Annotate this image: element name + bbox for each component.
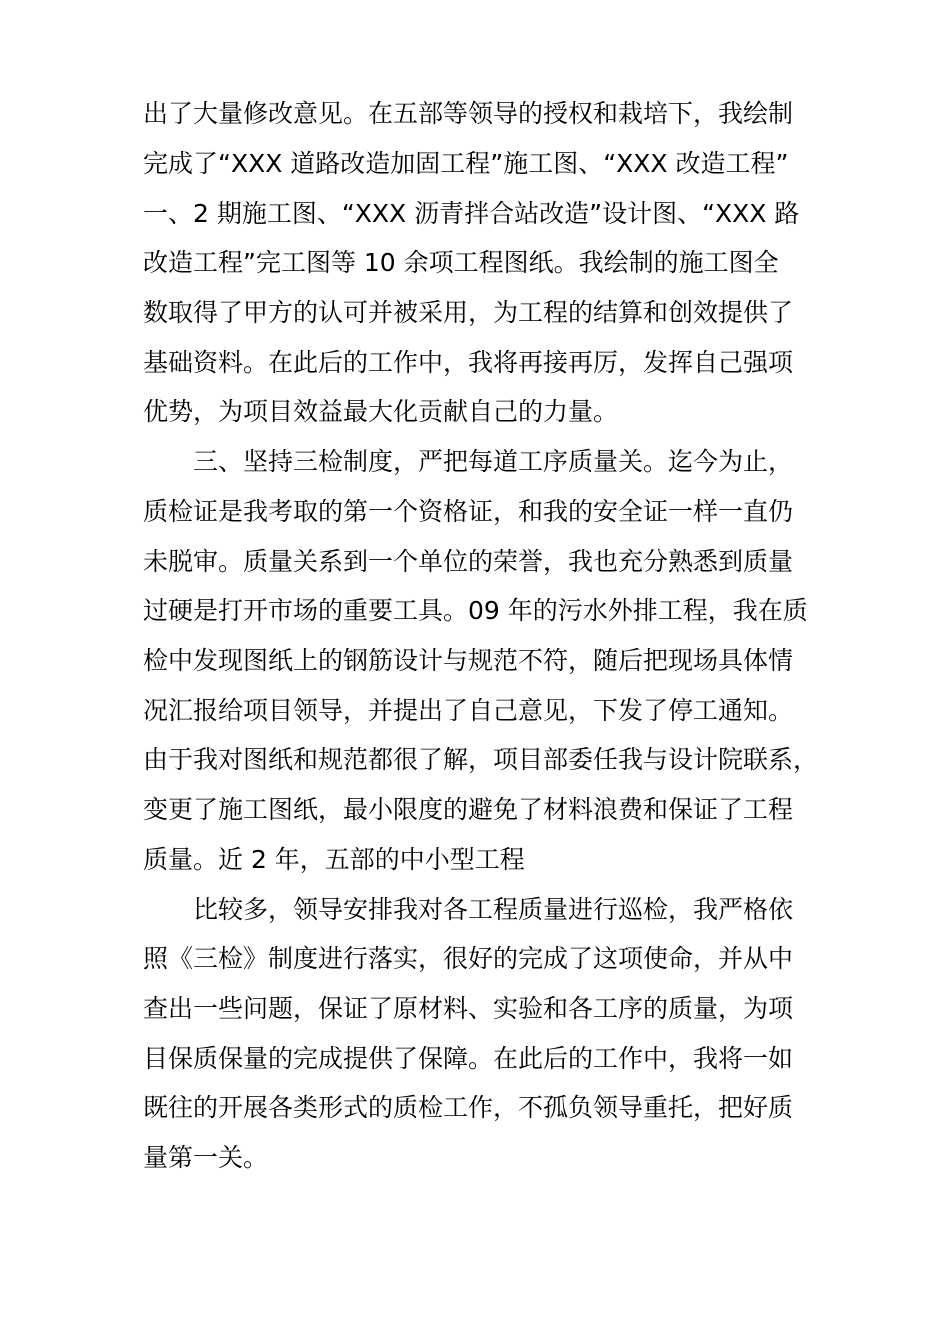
text-line: 一、2 期施工图、“XXX 沥青拌合站改造”设计图、“XXX 路 xyxy=(143,199,800,228)
text-line: 优势，为项目效益最大化贡献自己的力量。 xyxy=(143,397,619,426)
text-line: 况汇报给项目领导，并提出了自己意见，下发了停工通知。 xyxy=(143,696,794,725)
paragraph-start-line: 三、坚持三检制度，严把每道工序质量关。迄今为止， xyxy=(193,447,794,476)
text-line: 出了大量修改意见。在五部等领导的授权和栽培下，我绘制 xyxy=(143,99,794,128)
text-line: 检中发现图纸上的钢筋设计与规范不符，随后把现场具体情 xyxy=(143,646,794,675)
text-line: 数取得了甲方的认可并被采用，为工程的结算和创效提供了 xyxy=(143,298,794,327)
text-line: 由于我对图纸和规范都很了解，项目部委任我与设计院联系， xyxy=(143,745,819,774)
text-line: 基础资料。在此后的工作中，我将再接再厉，发挥自己强项 xyxy=(143,348,794,377)
text-line: 既往的开展各类形式的质检工作，不孤负领导重托，把好质 xyxy=(143,1093,794,1122)
paragraph-start-line: 比较多，领导安排我对各工程质量进行巡检，我严格依 xyxy=(193,895,794,924)
text-line: 完成了“XXX 道路改造加固工程”施工图、“XXX 改造工程” xyxy=(143,149,789,178)
text-line: 质检证是我考取的第一个资格证，和我的安全证一样一直仍 xyxy=(143,497,794,526)
text-line: 改造工程”完工图等 10 余项工程图纸。我绘制的施工图全 xyxy=(143,248,779,277)
text-line: 查出一些问题，保证了原材料、实验和各工序的质量，为项 xyxy=(143,994,794,1023)
text-line: 未脱审。质量关系到一个单位的荣誉，我也充分熟悉到质量 xyxy=(143,547,794,576)
text-line: 变更了施工图纸，最小限度的避免了材料浪费和保证了工程 xyxy=(143,795,794,824)
text-line: 过硬是打开市场的重要工具。09 年的污水外排工程，我在质 xyxy=(143,596,808,625)
text-line: 照《三检》制度进行落实，很好的完成了这项使命，并从中 xyxy=(143,944,794,973)
text-line: 量第一关。 xyxy=(143,1143,269,1172)
text-line: 目保质保量的完成提供了保障。在此后的工作中，我将一如 xyxy=(143,1044,794,1073)
text-line: 质量。近 2 年，五部的中小型工程 xyxy=(143,845,525,874)
